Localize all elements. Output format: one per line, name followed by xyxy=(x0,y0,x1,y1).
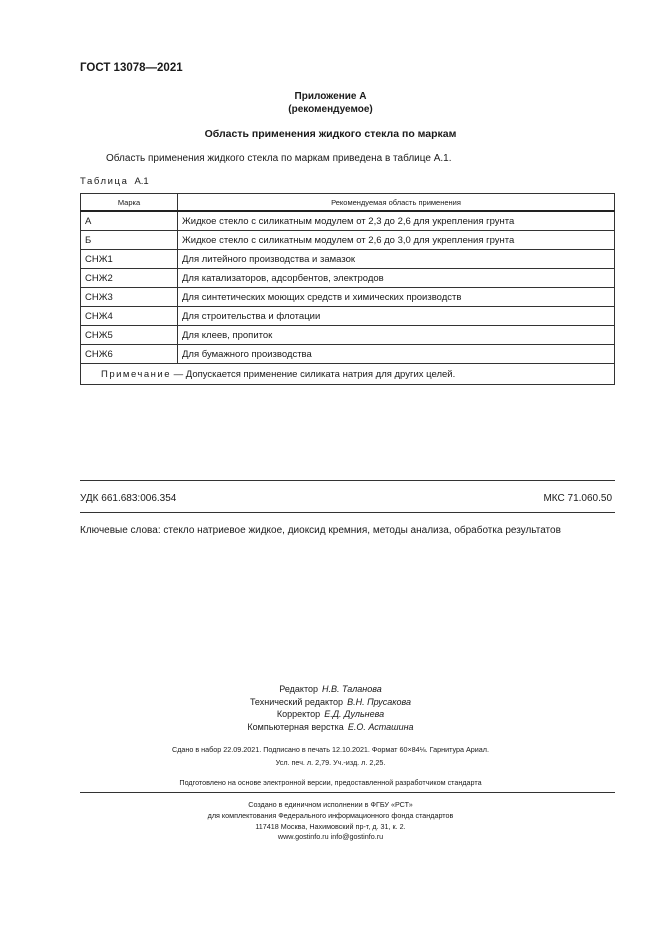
cell-grade: А xyxy=(81,211,178,231)
credit-name: Е.О. Асташина xyxy=(347,721,414,732)
credit-line xyxy=(0,721,661,734)
publisher-contacts: www.gostinfo.ru info@gostinfo.ru xyxy=(277,832,384,842)
table-header-row xyxy=(81,194,615,212)
cell-application: Для строительства и флотации xyxy=(178,307,615,326)
credit-role: Корректор xyxy=(276,709,321,719)
credit-name: Е.Д. Дульнева xyxy=(324,709,385,719)
table-row xyxy=(81,211,615,231)
divider xyxy=(80,512,615,513)
note-label: Примечание xyxy=(101,368,171,380)
table-row xyxy=(81,250,615,269)
credit-role: Компьютерная верстка xyxy=(247,721,344,732)
section-title: Область применения жидкого стекла по маркам xyxy=(204,128,457,140)
credit-name: Н.В. Таланова xyxy=(321,684,382,694)
standard-code: ГОСТ 13078—2021 xyxy=(80,62,183,74)
appendix-title: Приложение А xyxy=(294,91,367,102)
cell-application: Жидкое стекло с силикатным модулем от 2,6 до 3,0 для укрепления грунта xyxy=(178,231,615,250)
cell-grade: Б xyxy=(81,231,178,250)
table-caption xyxy=(80,176,149,187)
credit-role: Редактор xyxy=(279,684,318,694)
cell-grade: СНЖ4 xyxy=(81,307,178,326)
cell-grade: СНЖ3 xyxy=(81,288,178,307)
cell-application: Для клеев, пропиток xyxy=(178,326,615,345)
cell-grade: СНЖ5 xyxy=(81,326,178,345)
divider xyxy=(80,480,615,481)
udk-code: УДК 661.683:006.354 xyxy=(80,493,177,504)
publisher-address: 117418 Москва, Нахимовский пр-т, д. 31, к. 2. xyxy=(255,821,406,831)
note-text: — Допускается применение силиката натрия для других целей. xyxy=(171,368,456,380)
publisher-line: для комплектования Федерального информационного фонда стандартов xyxy=(207,810,454,820)
table-row xyxy=(81,231,615,250)
publication-line: Усл. печ. л. 2,79. Уч.-изд. л. 2,25. xyxy=(275,758,386,767)
credit-line xyxy=(0,683,661,696)
publisher-line: Создано в единичном исполнении в ФГБУ «РСТ» xyxy=(248,800,413,809)
cell-grade: СНЖ2 xyxy=(81,269,178,288)
credit-role: Технический редактор xyxy=(249,696,344,707)
credit-line xyxy=(0,696,661,709)
table-note xyxy=(81,364,615,385)
keywords-line: Ключевые слова: стекло натриевое жидкое, диоксид кремния, методы анализа, обработка результатов xyxy=(80,525,561,536)
cell-application: Для синтетических моющих средств и химических производств xyxy=(178,288,615,307)
cell-grade: СНЖ6 xyxy=(81,345,178,364)
cell-grade: СНЖ1 xyxy=(81,250,178,269)
table-row xyxy=(81,307,615,326)
table-row xyxy=(81,288,615,307)
mks-code: МКС 71.060.50 xyxy=(543,493,612,504)
cell-application: Жидкое стекло с силикатным модулем от 2,3 до 2,6 для укрепления грунта xyxy=(178,211,615,231)
table-note-row xyxy=(81,364,615,385)
prepared-note: Подготовлено на основе электронной версии, предоставленной разработчиком стандарта xyxy=(179,778,482,787)
cell-application: Для катализаторов, адсорбентов, электродов xyxy=(178,269,615,288)
grades-table xyxy=(80,193,615,385)
credit-name: В.Н. Прусакова xyxy=(347,696,412,707)
table-row xyxy=(81,269,615,288)
table-caption-number: А.1 xyxy=(134,176,149,187)
credit-line xyxy=(0,708,661,721)
cell-application: Для бумажного производства xyxy=(178,345,615,364)
publication-line: Сдано в набор 22.09.2021. Подписано в печать 12.10.2021. Формат 60×84⅛. Гарнитура Ариал. xyxy=(172,745,489,754)
divider xyxy=(80,792,615,793)
header-application: Рекомендуемая область применения xyxy=(178,194,615,212)
header-grade: Марка xyxy=(81,194,178,212)
table-row xyxy=(81,345,615,364)
intro-paragraph: Область применения жидкого стекла по маркам приведена в таблице А.1. xyxy=(106,153,452,164)
credits-block xyxy=(0,683,661,733)
publisher-block xyxy=(0,800,661,843)
appendix-subtitle: (рекомендуемое) xyxy=(288,104,373,115)
table-row xyxy=(81,326,615,345)
cell-application: Для литейного производства и замазок xyxy=(178,250,615,269)
table-caption-label: Таблица xyxy=(80,176,129,187)
